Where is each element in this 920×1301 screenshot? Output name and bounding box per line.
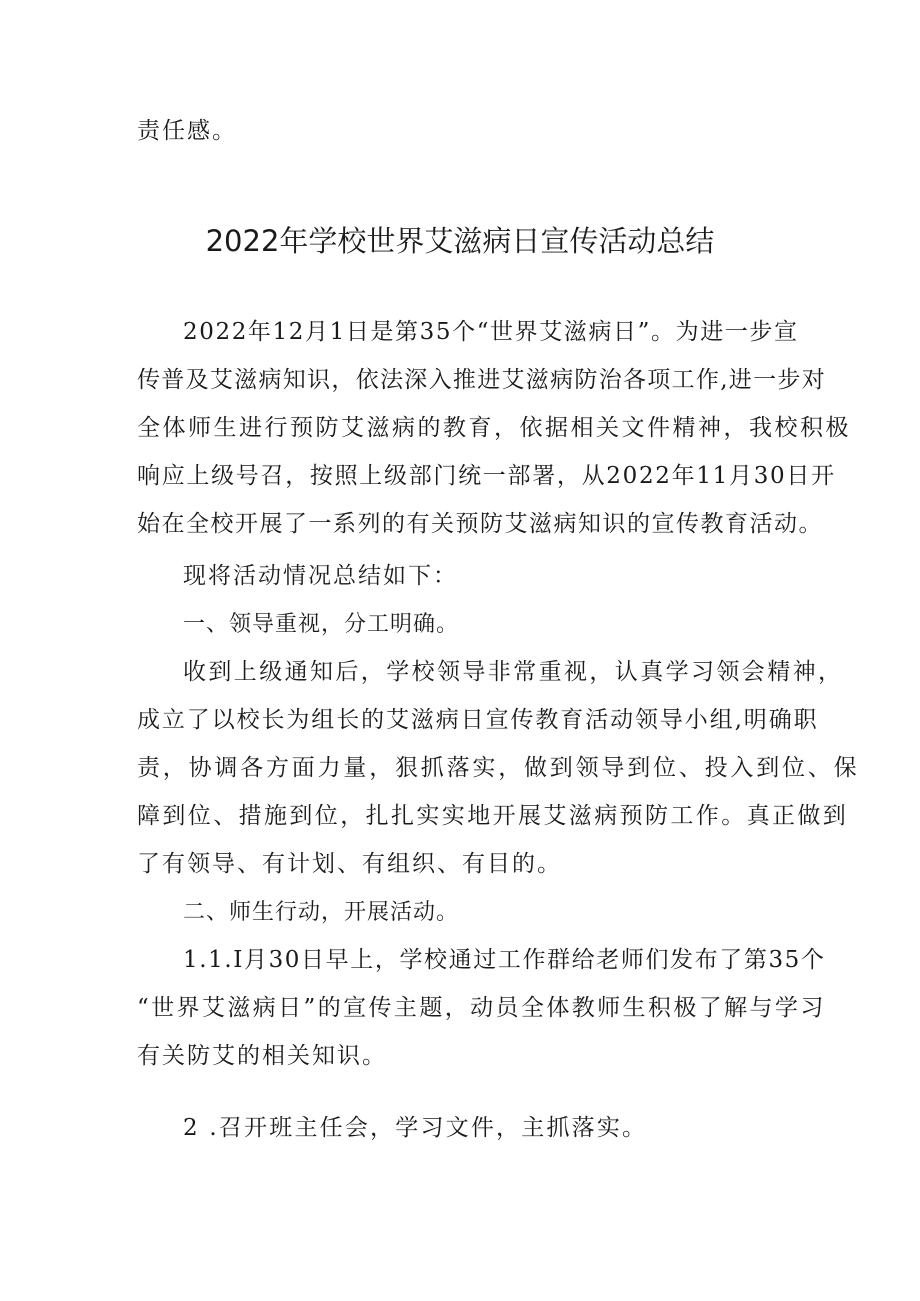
section-heading: 一、领导重视，分工明确。 xyxy=(183,612,460,637)
paragraph-line: 全体师生进行预防艾滋病的教育，依据相关文件精神，我校积极 xyxy=(137,415,851,441)
paragraph-line: 了有领导、有计划、有组织、有目的。 xyxy=(137,851,562,877)
paragraph-line: 责，协调各方面力量，狠抓落实，做到领导到位、投入到位、保 xyxy=(137,755,860,781)
paragraph-line: 始在全校开展了一系列的有关预防艾滋病知识的宣传教育活动。 xyxy=(137,511,823,537)
paragraph-line: 传普及艾滋病知识，依法深入推进艾滋病防治各项工作,进一步对 xyxy=(137,367,827,393)
paragraph-line: 2022年12月1日是第35个“世界艾滋病日”。为进一步宣 xyxy=(183,319,799,345)
paragraph-line: 收到上级通知后，学校领导非常重视，认真学习领会精神， xyxy=(183,659,844,685)
paragraph-line: 响应上级号召，按照上级部门统一部署，从2022年11月30日开 xyxy=(137,463,836,489)
paragraph-line: 现将活动情况总结如下： xyxy=(183,563,458,589)
section-heading: 二、师生行动，开展活动。 xyxy=(183,900,460,925)
document-title: 2022年学校世界艾滋病日宣传活动总结 xyxy=(205,224,715,258)
paragraph-line: 有关防艾的相关知识。 xyxy=(137,1043,387,1069)
paragraph-line: 障到位、措施到位，扎扎实实地开展艾滋病预防工作。真正做到 xyxy=(137,803,849,829)
paragraph-line: 2 .召开班主任会，学习文件，主抓落实。 xyxy=(183,1115,648,1141)
paragraph-line: 1.1.I月30日早上，学校通过工作群给老师们发布了第35个 xyxy=(183,947,826,973)
carryover-text: 责任感。 xyxy=(137,118,237,144)
paragraph-line: 成立了以校长为组长的艾滋病日宣传教育活动领导小组,明确职 xyxy=(137,707,819,733)
paragraph-line: “世界艾滋病日”的宣传主题，动员全体教师生积极了解与学习 xyxy=(137,995,826,1021)
